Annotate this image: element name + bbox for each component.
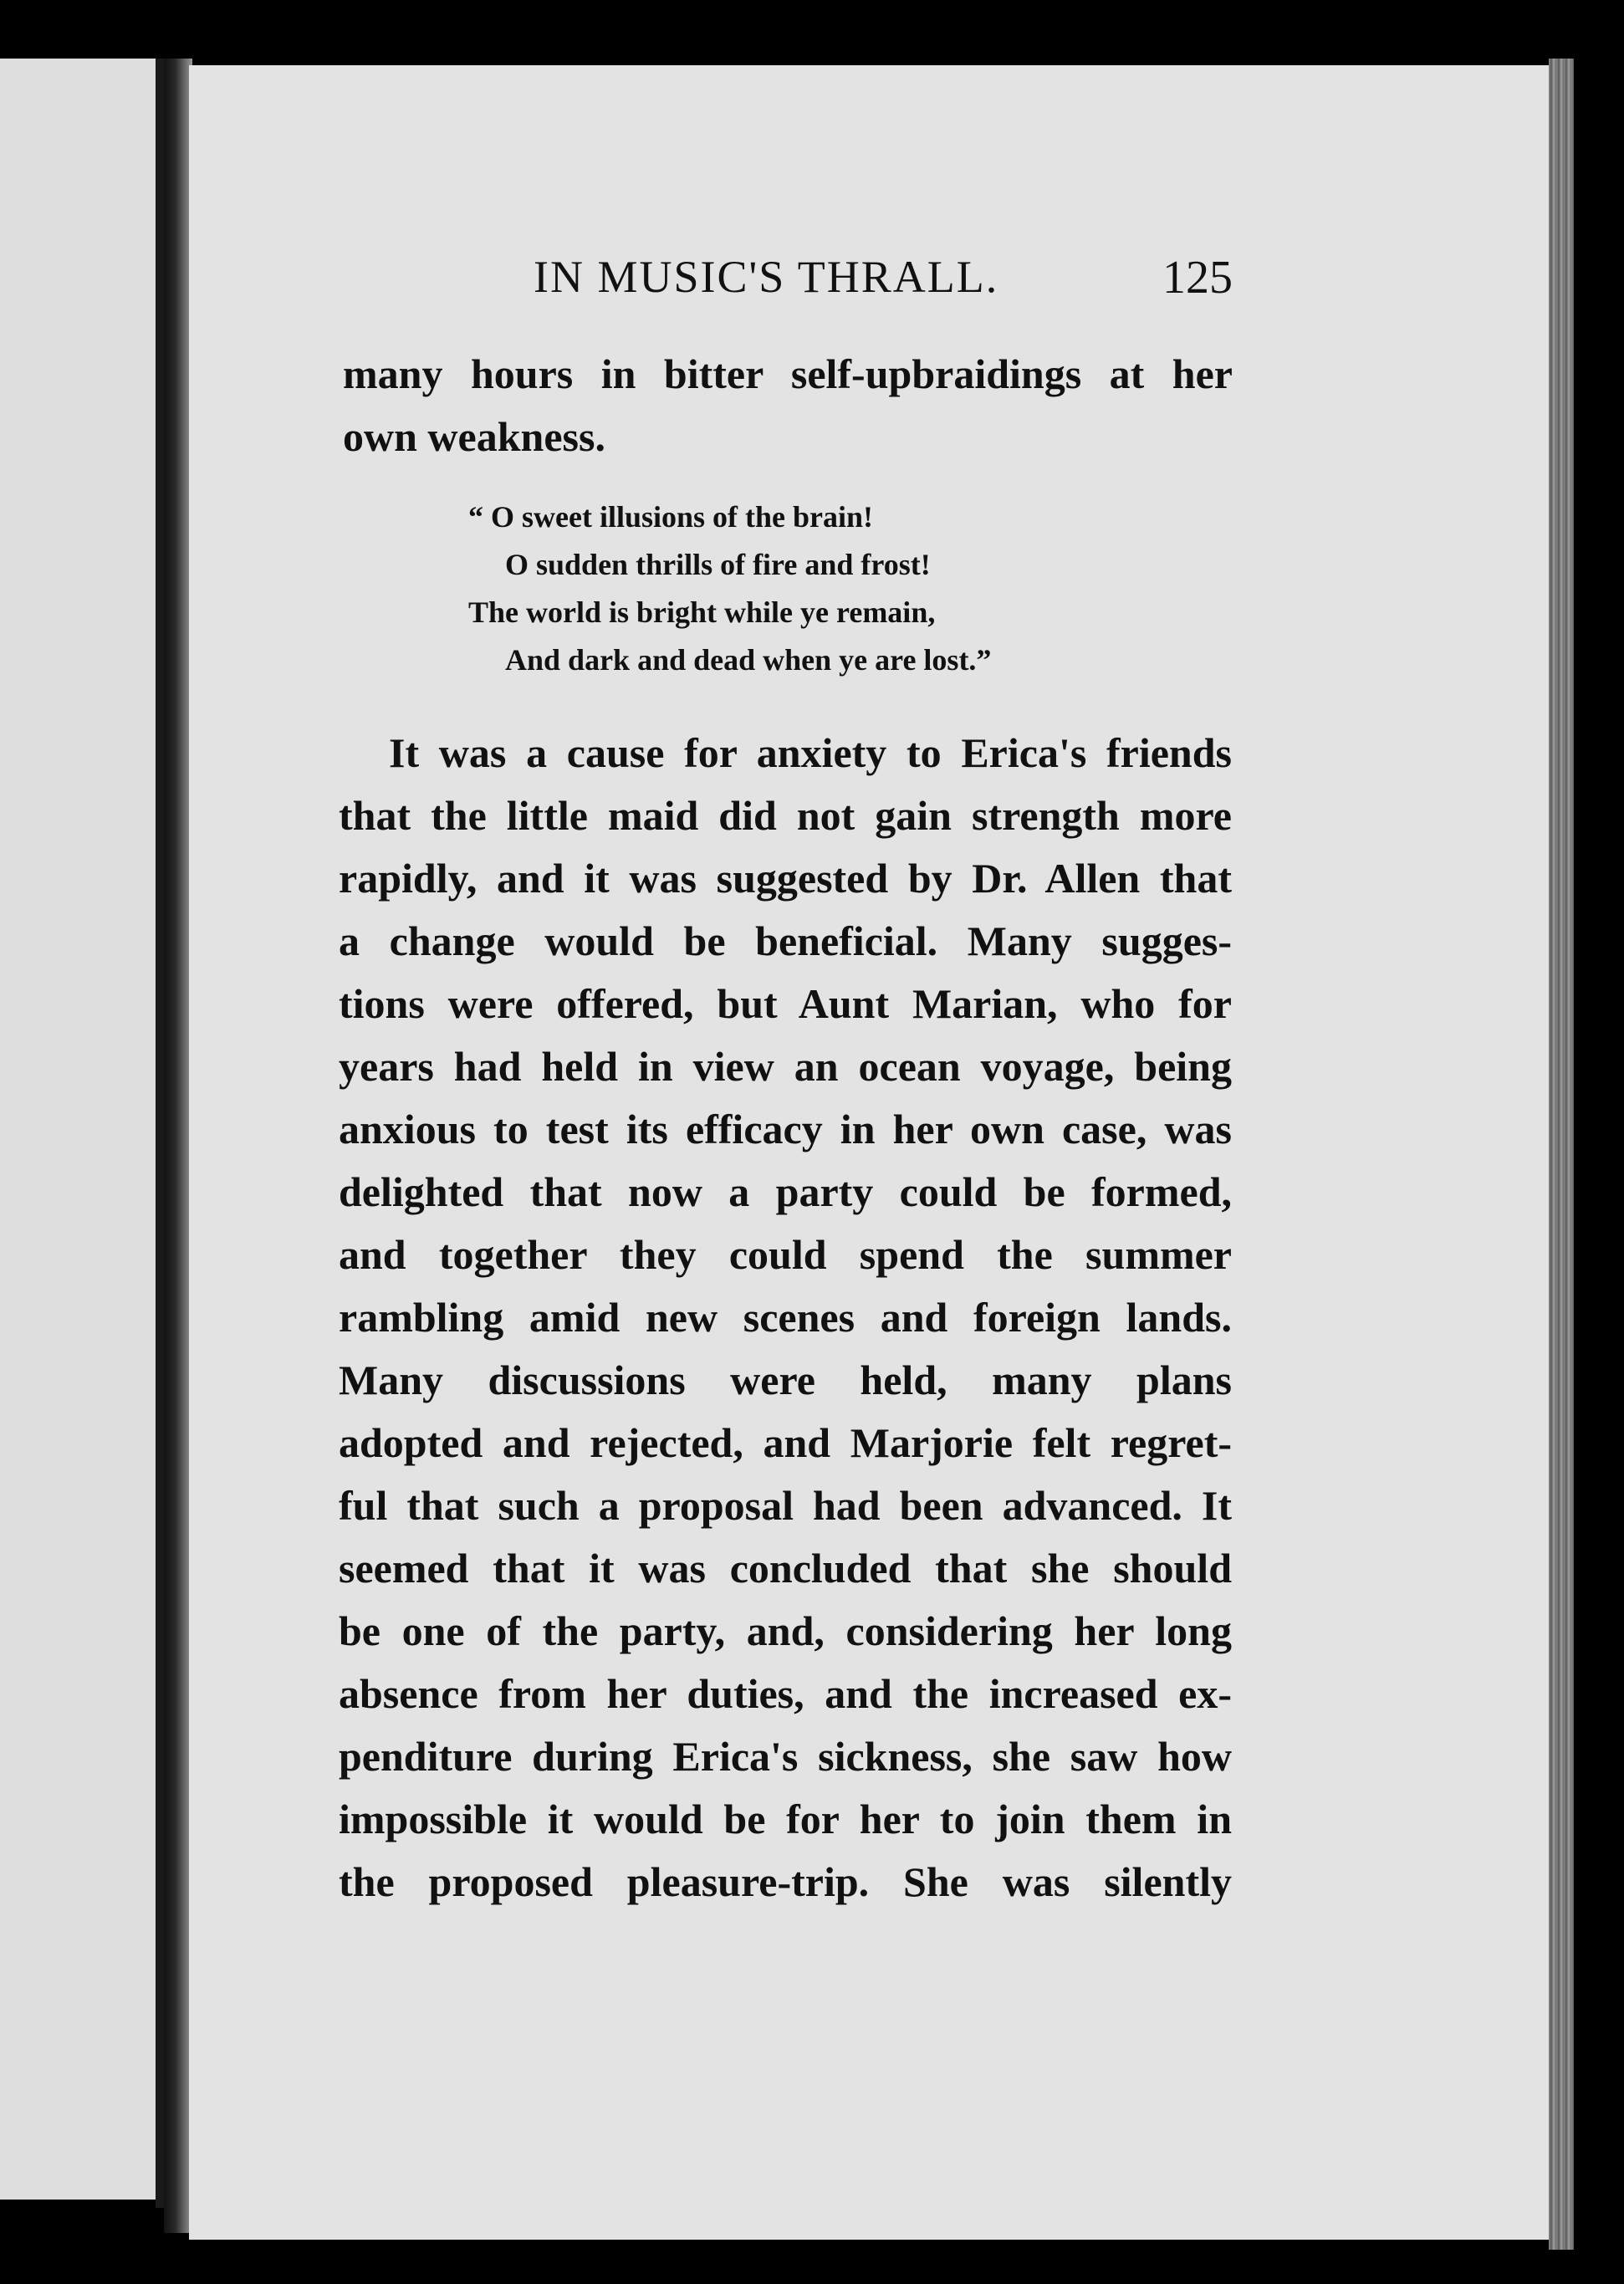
- continued-paragraph: [343, 343, 1233, 468]
- running-head: [518, 251, 1254, 318]
- text-line: Many discussions were held, many plans: [339, 1357, 1232, 1403]
- left-page-fragment: [0, 59, 159, 2200]
- text-line: seemed that it was concluded that she should: [339, 1545, 1232, 1592]
- verse-line: The world is bright while ye remain,: [468, 595, 936, 629]
- verse-quotation: [468, 493, 1104, 684]
- book-gutter: [164, 59, 192, 2233]
- text-line: penditure during Erica's sickness, she saw how: [339, 1733, 1232, 1780]
- page-number: 125: [1162, 252, 1233, 304]
- text-line: ful that such a proposal had been advanced. It: [339, 1482, 1232, 1529]
- text-line: absence from her duties, and the increased ex-: [339, 1670, 1232, 1717]
- text-line: rapidly, and it was suggested by Dr. Allen that: [339, 855, 1232, 902]
- left-page-edge: [156, 59, 164, 2208]
- text-line: rambling amid new scenes and foreign lands.: [339, 1294, 1232, 1341]
- text-line: tions were offered, but Aunt Marian, who for: [339, 980, 1232, 1027]
- text-line: own weakness.: [343, 413, 605, 460]
- text-line: delighted that now a party could be formed,: [339, 1168, 1232, 1215]
- verse-line: And dark and dead when ye are lost.”: [505, 643, 992, 677]
- text-line: many hours in bitter self-upbraidings at her: [343, 350, 1233, 397]
- text-line: years had held in view an ocean voyage, being: [339, 1043, 1232, 1090]
- text-line: that the little maid did not gain strength more: [339, 792, 1232, 839]
- text-line: anxious to test its efficacy in her own case, was: [339, 1106, 1232, 1152]
- text-line: It was a cause for anxiety to Erica's friends: [389, 729, 1232, 776]
- text-line: the proposed pleasure-trip. She was silently: [339, 1858, 1232, 1905]
- main-paragraph: [339, 722, 1232, 1914]
- text-line: be one of the party, and, considering her long: [339, 1607, 1232, 1654]
- text-line: impossible it would be for her to join them in: [339, 1796, 1232, 1842]
- text-line: a change would be beneficial. Many sugges-: [339, 917, 1232, 964]
- verse-line: “ O sweet illusions of the brain!: [468, 500, 874, 534]
- text-line: and together they could spend the summer: [339, 1231, 1232, 1278]
- page-edge-stack: [1549, 59, 1574, 2250]
- running-head-title: IN MUSIC'S THRALL.: [534, 252, 999, 302]
- text-line: adopted and rejected, and Marjorie felt regret-: [339, 1419, 1232, 1466]
- verse-line: O sudden thrills of fire and frost!: [505, 548, 931, 581]
